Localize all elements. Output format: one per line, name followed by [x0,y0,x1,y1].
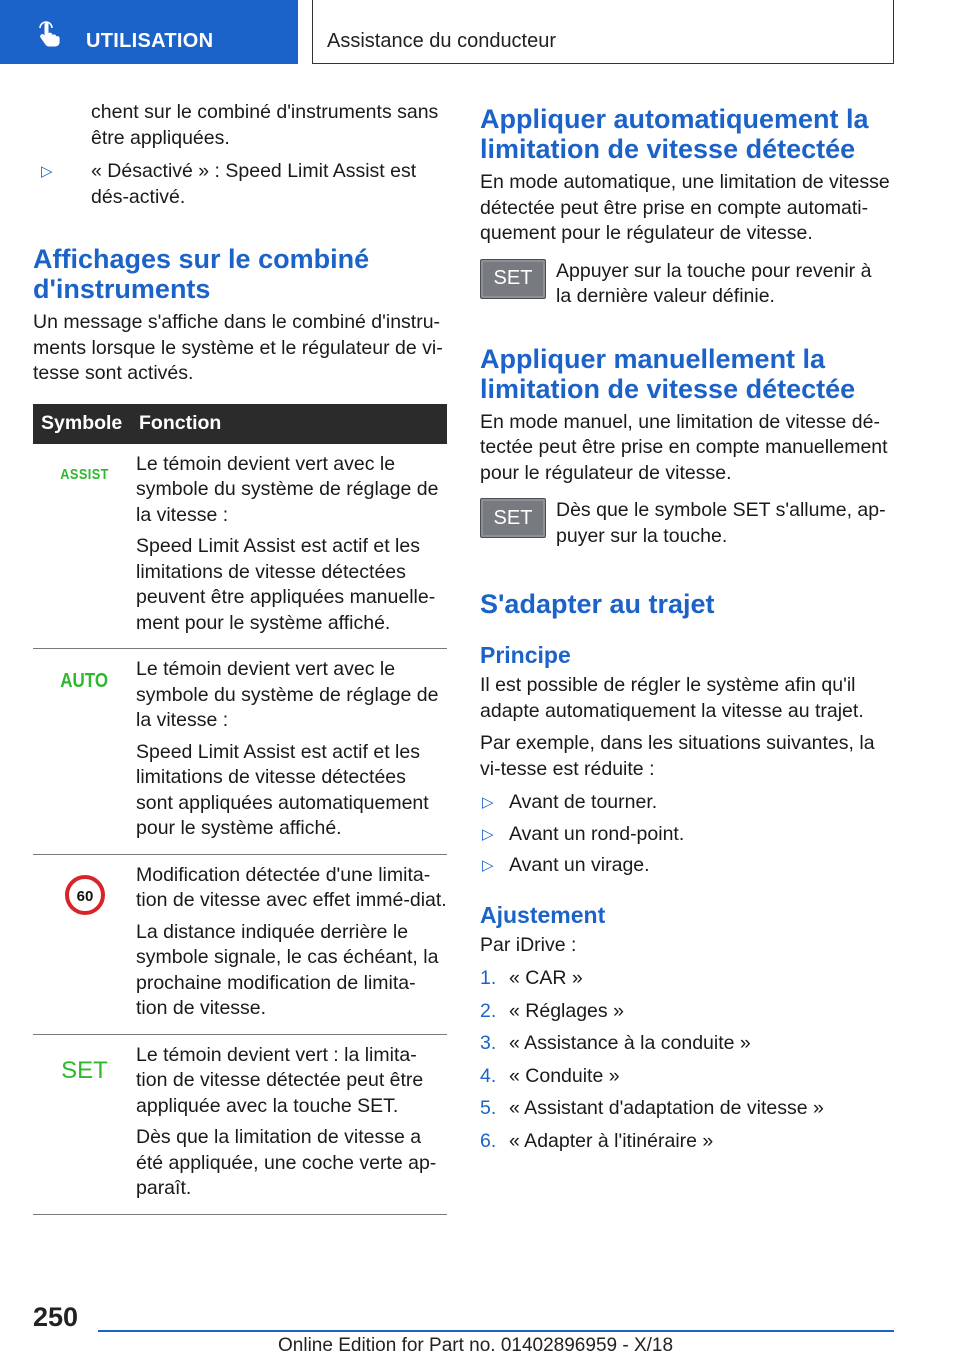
paragraph-auto: En mode automatique, une limitation de vitesse détectée peut être prise en compte automati-quement pour le régulateur de vitesse. [480,171,890,244]
manuel-instruction-text: Dès que le symbole SET s'allume, ap-puyer sur la touche. [556,499,886,547]
heading-affichages: Affichages sur le combiné d'instruments [33,244,370,304]
footer-edition: Online Edition for Part no. 01402896959 - X/18 [278,1335,674,1356]
triangle-bullet-icon: ▷ [482,825,494,843]
auto-instruction-text: Appuyer sur la touche pour revenir à la dernière valeur définie. [556,259,872,307]
cell-text: Speed Limit Assist est actif et les limitations de vitesse détectées peuvent être appliquées manuelle-ment pour le système affiché. [136,535,436,634]
step-text: « Adapter à l'itinéraire » [509,1129,714,1152]
cell-text: Speed Limit Assist est actif et les limitations de vitesse détectées sont appliquées automatiquement pour le système affiché. [136,740,429,839]
paragraph-ajustement: Par iDrive : [480,933,577,956]
cell-text: La distance indiquée derrière le symbole signale, le cas échéant, la prochaine modification de limita-tion de vitesse. [136,920,439,1019]
chapter-header [312,0,894,64]
table-row [33,854,447,1034]
step-text: « Assistant d'adaptation de vitesse » [509,1097,824,1119]
heading-auto: Appliquer automatiquement la limitation de vitesse détectée [480,104,869,164]
chapter-title: Assistance du conducteur [327,30,557,52]
set-button-icon: SET [480,259,546,299]
paragraph-affichages: Un message s'affiche dans le combiné d'instru-ments lorsque le système et le régulateur de vi-tesse sont activés. [33,311,443,384]
heading-manuel: Appliquer manuellement la limitation de vitesse détectée [480,343,856,404]
section-tab [0,0,298,64]
page-number: 250 [33,1302,79,1332]
bullet-text: Avant un rond-point. [509,822,685,845]
step-text: « Assistance à la conduite » [509,1032,751,1054]
paragraph-principe-2: Par exemple, dans les situations suivantes, la vi-tesse est réduite : [480,732,875,780]
step-item [480,1129,890,1155]
assist-symbol-icon: ASSIST [60,465,109,483]
section-title: UTILISATION [86,30,214,52]
table-row [33,1034,447,1214]
list-item [480,822,890,848]
triangle-bullet-icon: ▷ [41,163,53,180]
cell-text: Le témoin devient vert avec le symbole du système de réglage de la vitesse : [136,452,439,526]
step-item [480,999,890,1025]
step-number: 1. [480,967,497,989]
triangle-bullet-icon: ▷ [482,857,494,874]
set-button-icon: SET [480,498,546,538]
paragraph-manuel: En mode manuel, une limitation de vitesse dé-tectée peut être prise en compte manuellement pour le régulateur de vitesse. [480,410,888,484]
step-item [480,1064,890,1090]
step-text: « CAR » [509,967,583,989]
heading-ajustement: Ajustement [480,901,606,928]
list-item [480,853,890,879]
step-number: 4. [480,1064,497,1087]
triangle-bullet-icon: ▷ [482,794,494,811]
bullet-text: Avant de tourner. [509,791,658,813]
table-row [33,444,447,649]
symbol-table [33,404,447,1215]
set-symbol-icon: SET [61,1056,108,1084]
heading-principe: Principe [480,642,571,668]
bullet-desactive [33,159,447,210]
bullet-text: Avant un virage. [509,854,650,876]
col-function: Fonction [136,404,447,444]
table-row [33,649,447,855]
heading-trajet: S'adapter au trajet [480,589,715,619]
right-column [480,104,890,1154]
footer-divider [98,1330,894,1332]
cell-text: Le témoin devient vert : la limita-tion de vitesse détectée peut être appliquée avec la touche SET. [136,1043,424,1117]
auto-set-instruction [480,259,890,310]
table-header-row [33,404,447,444]
hand-pointer-icon [36,20,64,48]
intro-continuation: chent sur le combiné d'instruments sans être appliquées. [91,101,439,149]
speed-limit-sign-icon [65,875,105,915]
step-number: 3. [480,1032,497,1054]
step-item [480,1096,890,1122]
step-item [480,1031,890,1057]
auto-symbol-icon: AUTO [60,670,109,692]
bullet-text: « Désactivé » : Speed Limit Assist est dés-activé. [91,160,417,208]
cell-text: Modification détectée d'une limita-tion de vitesse avec effet immé-diat. [136,863,447,911]
col-symbol: Symbole [33,404,136,444]
steps-list [480,966,890,1154]
speed-limit-value: 60 [76,887,93,905]
cell-text: Dès que la limitation de vitesse a été appliquée, une coche verte ap-paraît. [136,1126,437,1199]
step-text: « Conduite » [509,1064,620,1087]
list-item [480,790,890,816]
left-column [33,100,447,1215]
paragraph-principe-1: Il est possible de régler le système afin qu'il adapte automatiquement la vitesse au trajet. [480,674,864,722]
step-number: 5. [480,1097,497,1119]
step-item [480,966,890,992]
step-text: « Réglages » [509,999,624,1022]
cell-text: Le témoin devient vert avec le symbole du système de réglage de la vitesse : [136,658,439,731]
step-number: 2. [480,999,497,1022]
step-number: 6. [480,1129,497,1152]
manuel-set-instruction [480,498,890,549]
